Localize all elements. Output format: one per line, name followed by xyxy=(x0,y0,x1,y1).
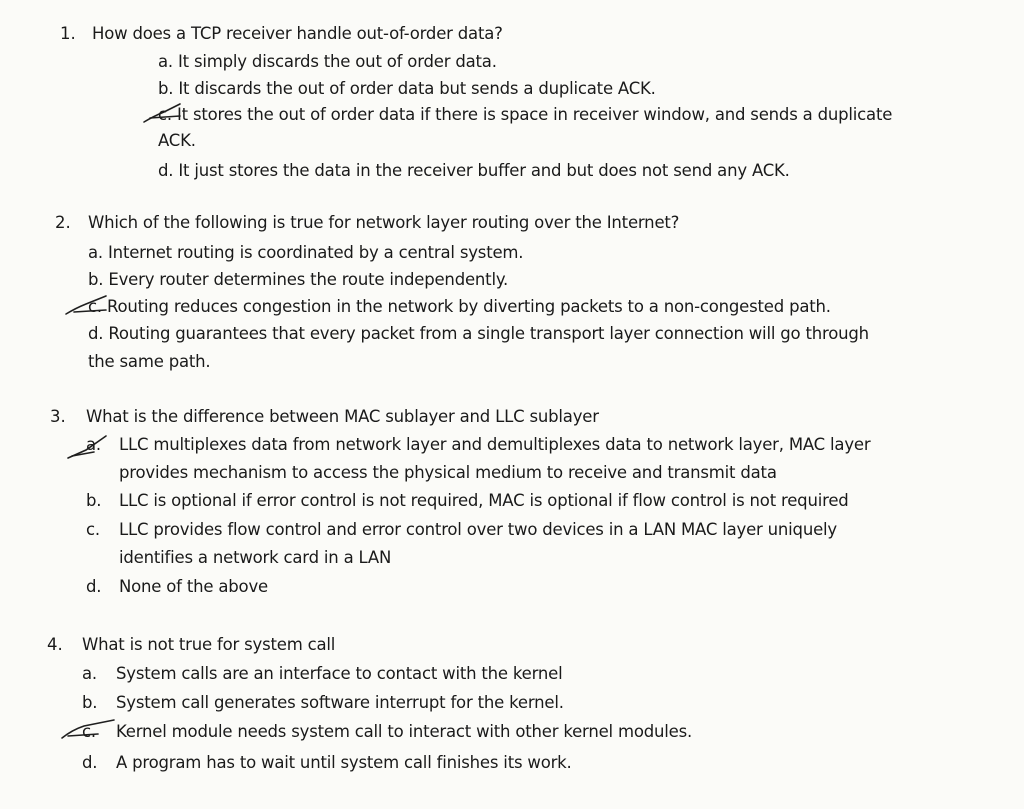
q4-option-a xyxy=(82,663,563,685)
q2-option-b xyxy=(88,269,508,291)
option-letter: c. xyxy=(86,520,100,539)
q3-option-a xyxy=(86,434,870,456)
q1-option-b xyxy=(158,78,656,100)
option-text: Routing reduces congestion in the network by diverting packets to a non-congested path. xyxy=(106,297,831,316)
q3-option-d xyxy=(86,576,268,598)
q1-number: 1. xyxy=(60,24,76,43)
option-text: Kernel module needs system call to interact with other kernel modules. xyxy=(116,722,693,741)
q3-text: What is the difference between MAC sublayer and LLC sublayer xyxy=(86,407,599,426)
option-text: It just stores the data in the receiver buffer and but does not send any ACK. xyxy=(178,161,790,180)
q4-option-b xyxy=(82,692,564,714)
option-letter: a. xyxy=(158,52,173,71)
q2-text: Which of the following is true for network layer routing over the Internet? xyxy=(88,213,680,232)
option-letter: d. xyxy=(158,161,174,180)
option-letter: c. xyxy=(82,722,96,741)
option-letter: b. xyxy=(86,491,102,510)
option-text: Internet routing is coordinated by a central system. xyxy=(108,243,524,262)
option-text: It simply discards the out of order data. xyxy=(178,52,497,71)
q1-option-d xyxy=(158,160,790,182)
option-text: Every router determines the route independently. xyxy=(108,270,509,289)
option-text: LLC multiplexes data from network layer and demultiplexes data to network layer, MAC layer xyxy=(119,435,871,454)
option-letter: d. xyxy=(82,753,98,772)
q3-option-c xyxy=(86,519,837,541)
q1-text: How does a TCP receiver handle out-of-order data? xyxy=(92,24,503,43)
q1-option-a xyxy=(158,51,497,73)
option-letter: c. xyxy=(88,297,102,316)
q2-option-c xyxy=(88,296,831,318)
q2-option-d xyxy=(88,323,869,345)
option-letter: b. xyxy=(82,693,98,712)
option-letter: d. xyxy=(88,324,104,343)
option-letter: b. xyxy=(88,270,104,289)
option-text: None of the above xyxy=(119,577,268,596)
q3-number: 3. xyxy=(50,407,66,426)
option-letter: a. xyxy=(86,435,101,454)
q1-option-c xyxy=(158,104,892,126)
option-text: System calls are an interface to contact with the kernel xyxy=(116,664,563,683)
option-text: It discards the out of order data but sends a duplicate ACK. xyxy=(178,79,656,98)
option-letter: a. xyxy=(88,243,103,262)
option-letter: a. xyxy=(82,664,97,683)
option-text: A program has to wait until system call finishes its work. xyxy=(116,753,572,772)
q4-option-d xyxy=(82,752,572,774)
option-text: Routing guarantees that every packet from a single transport layer connection will go through xyxy=(108,324,869,343)
q3-option-a-cont: provides mechanism to access the physical medium to receive and transmit data xyxy=(119,463,777,482)
q1-option-c-cont: ACK. xyxy=(158,131,196,150)
q2-option-a xyxy=(88,242,523,264)
q2-number: 2. xyxy=(55,213,71,232)
option-letter: d. xyxy=(86,577,102,596)
option-text: LLC provides flow control and error control over two devices in a LAN MAC layer uniquely xyxy=(119,520,837,539)
option-letter: c. xyxy=(158,105,172,124)
q4-option-c xyxy=(82,721,692,743)
q4-text: What is not true for system call xyxy=(82,635,336,654)
option-text: It stores the out of order data if there is space in receiver window, and sends a duplicate xyxy=(176,105,893,124)
q4-number: 4. xyxy=(47,635,63,654)
option-letter: b. xyxy=(158,79,174,98)
q3-option-c-cont: identifies a network card in a LAN xyxy=(119,548,392,567)
option-text: LLC is optional if error control is not required, MAC is optional if flow control is not required xyxy=(119,491,849,510)
option-text: System call generates software interrupt for the kernel. xyxy=(116,693,564,712)
q2-option-d-cont: the same path. xyxy=(88,352,211,371)
q3-option-b xyxy=(86,490,849,512)
